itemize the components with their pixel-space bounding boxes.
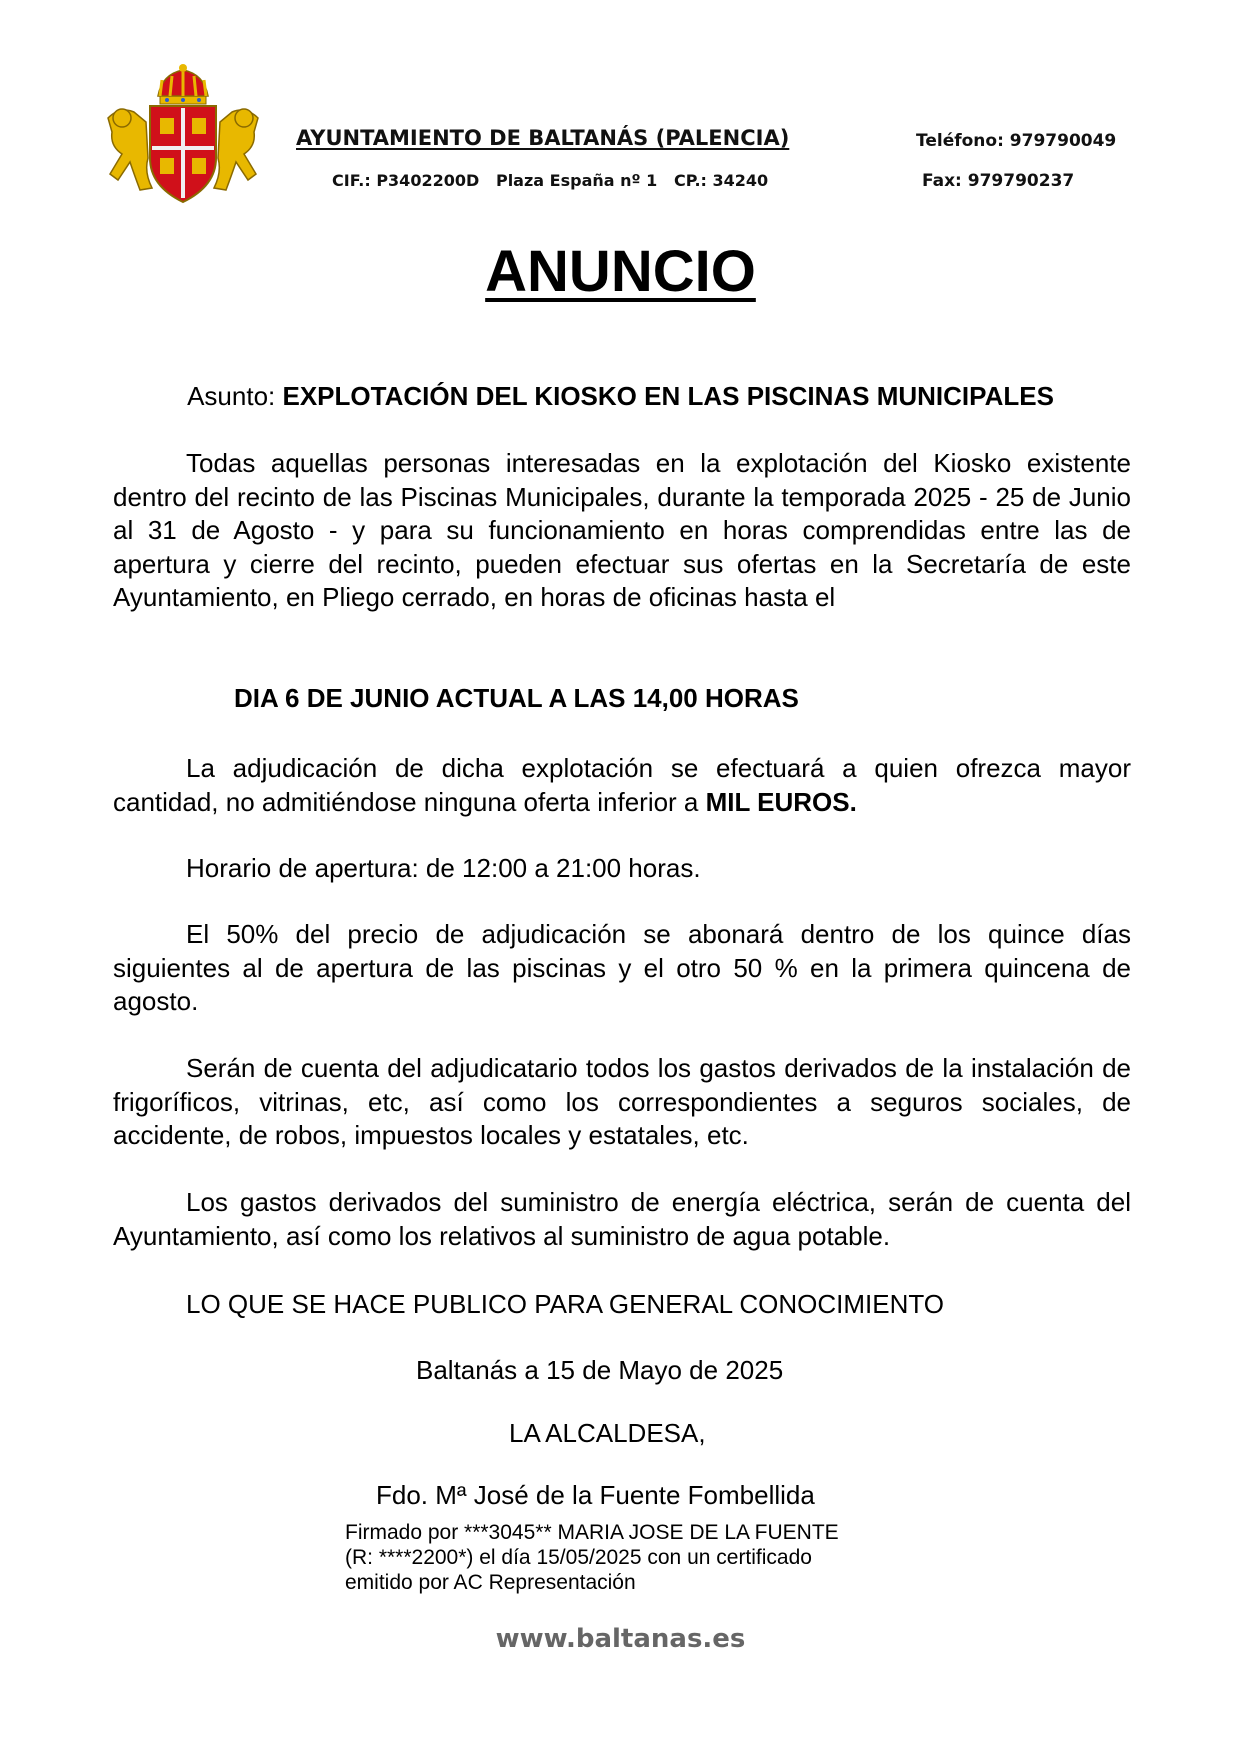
place-date: Baltanás a 15 de Mayo de 2025 [416,1355,784,1385]
lion-right-icon [214,109,258,190]
signatory-role: LA ALCALDESA, [509,1418,706,1448]
paragraph-opening-hours: Horario de apertura: de 12:00 a 21:00 horas. [186,853,701,883]
adjudication-text: La adjudicación de dicha explotación se efectuará a quien ofrezca mayor cantidad, no admitiéndose ninguna oferta inferior a [113,753,1131,817]
paragraph-utilities: Los gastos derivados del suministro de energía eléctrica, serán de cuenta del Ayuntamiento, así como los relativos al suministro de agua potable. [113,1187,1131,1251]
cif-address: CIF.: P3402200D Plaza España nº 1 CP.: 34240 [332,171,769,190]
minimum-amount: MIL EUROS. [705,786,857,817]
subject-label: Asunto: [187,381,283,411]
municipality-name: AYUNTAMIENTO DE BALTANÁS (PALENCIA) [296,126,790,150]
paragraph-adjudication [113,752,1131,819]
closing-statement: LO QUE SE HACE PUBLICO PARA GENERAL CONOCIMIENTO [186,1289,945,1319]
paragraph-interested-parties: Todas aquellas personas interesadas en la explotación del Kiosko existente dentro del recinto de las Piscinas Municipales, durante la temporada 2025 - 25 de Junio al 31 de Agosto - y para su funcionamiento en horas comprendidas entre las de apertura y cierre del recinto, pueden efectuar sus ofertas en la Secretaría de este Ayuntamiento, en Pliego cerrado, en horas de oficinas hasta el [113,448,1131,612]
municipal-crest-logo [100,62,266,204]
signatory-name: Fdo. Mª José de la Fuente Fombellida [376,1480,815,1510]
paragraph-payment: El 50% del precio de adjudicación se abonará dentro de los quince días siguientes al de apertura de las piscinas y el otro 50 % en la primera quincena de agosto. [113,919,1131,1016]
lion-left-icon [108,109,152,190]
paragraph-expenses: Serán de cuenta del adjudicatario todos los gastos derivados de la instalación de frigoríficos, vitrinas, etc, así como los correspondientes a seguros sociales, de accidente, de robos, impuestos locales y estatales, etc. [113,1053,1131,1150]
shield-icon [150,106,216,202]
website-link[interactable]: www.baltanas.es [495,1624,746,1654]
phone-number: Teléfono: 979790049 [916,131,1117,151]
fax-number: Fax: 979790237 [922,171,1075,191]
subject-text: EXPLOTACIÓN DEL KIOSKO EN LAS PISCINAS MUNICIPALES [282,381,1054,411]
crown-icon [158,64,208,104]
digital-signature-stamp: Firmado por ***3045** MARIA JOSE DE LA FUENTE (R: ****2200*) el día 15/05/2025 con un certificado emitido por AC Representación [345,1521,839,1594]
deadline: DIA 6 DE JUNIO ACTUAL A LAS 14,00 HORAS [234,683,799,713]
page-title: ANUNCIO [485,239,756,304]
subject-line [0,381,1241,412]
